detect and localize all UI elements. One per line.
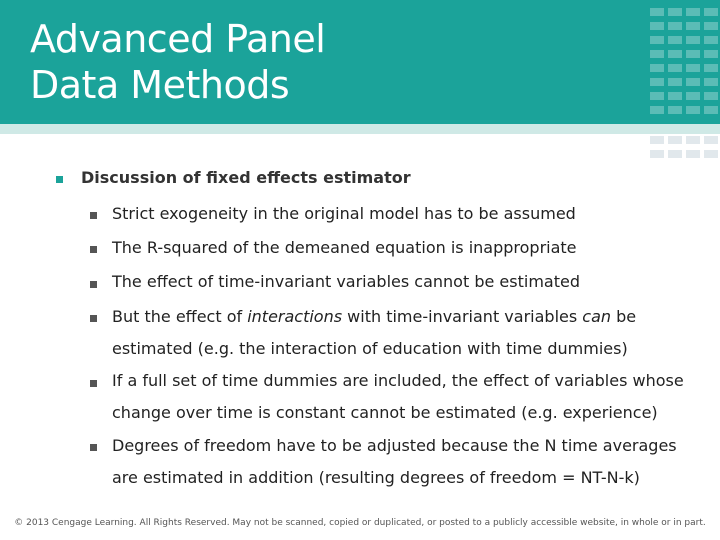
bullet-square-icon: [90, 315, 97, 322]
bullet-square-icon: [90, 281, 97, 288]
item-text: be estimated (e.g. the interaction of education with time dummies): [112, 307, 637, 358]
decorative-cells-graphic: [620, 0, 720, 168]
bullet-square-icon: [90, 444, 97, 451]
list-item: If a full set of time dummies are included, the effect of variables whose change over time is constant cannot be estimated (e.g. experience): [112, 371, 684, 422]
bullet-square-icon: [90, 246, 97, 253]
list-item: The effect of time-invariant variables cannot be estimated: [112, 272, 580, 291]
bullet-square-icon: [56, 176, 63, 183]
bullet-square-icon: [90, 380, 97, 387]
list-item: [112, 301, 692, 365]
item-text: with time-invariant variables: [342, 307, 583, 326]
list-item: The R-squared of the demeaned equation is inappropriate: [112, 238, 577, 257]
title-line-1: Advanced Panel: [30, 17, 326, 61]
slide-title: [30, 16, 325, 108]
list-item: Strict exogeneity in the original model has to be assumed: [112, 204, 576, 223]
slide-header: [0, 0, 720, 124]
item-italic-text: can: [582, 307, 612, 326]
bullet-square-icon: [90, 212, 97, 219]
copyright-footer: © 2013 Cengage Learning. All Rights Reserved. May not be scanned, copied or duplicated, or posted to a publicly accessible website, in whole or in part.: [14, 518, 706, 528]
list-item: Degrees of freedom have to be adjusted because the N time averages are estimated in addition (resulting degrees of freedom = NT-N-k): [112, 436, 677, 487]
item-italic-text: interactions: [247, 307, 343, 326]
main-bullet-text: Discussion of fixed effects estimator: [81, 168, 411, 187]
header-stripe: [0, 124, 720, 134]
item-text: But the effect of: [112, 307, 248, 326]
title-line-2: Data Methods: [30, 63, 290, 107]
